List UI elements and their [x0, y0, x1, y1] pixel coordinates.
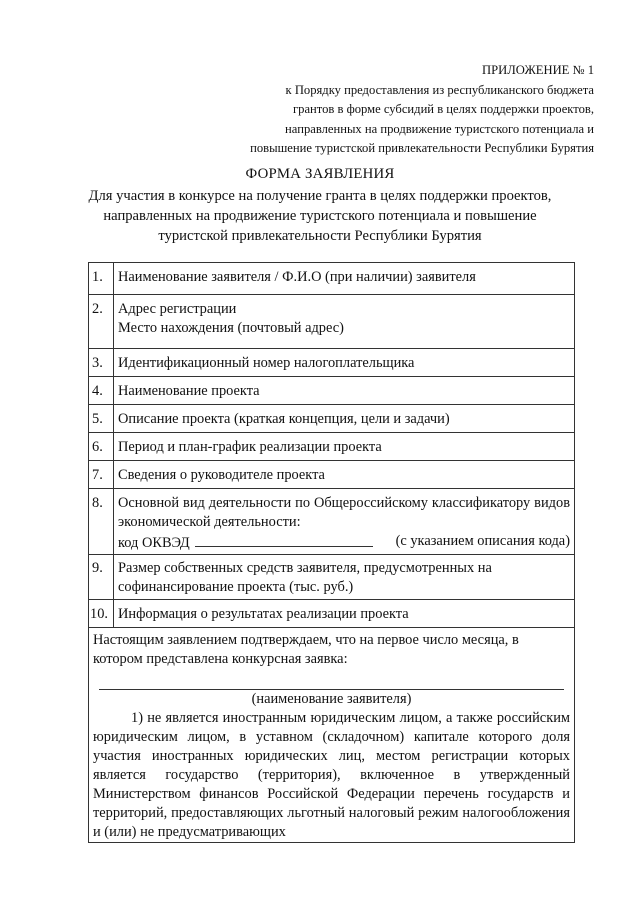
row-label: Наименование проекта	[114, 377, 575, 405]
row-number: 8.	[89, 489, 114, 555]
application-form-table	[88, 262, 575, 843]
oked-note: (с указанием описания кода)	[395, 533, 570, 549]
appendix-line: к Порядку предоставления из республиканского бюджета	[285, 82, 594, 97]
row-number: 2.	[89, 295, 114, 349]
row-label: Наименование заявителя / Ф.И.О (при наличии) заявителя	[114, 263, 575, 295]
row-number: 1.	[89, 263, 114, 295]
appendix-title: ПРИЛОЖЕНИЕ № 1	[482, 63, 594, 77]
row-number: 6.	[89, 433, 114, 461]
row-label-cell	[114, 295, 575, 349]
subtitle-line: Для участия в конкурсе на получение гранта в целях поддержки проектов,	[88, 188, 552, 204]
appendix-header	[174, 61, 594, 159]
oked-label: код ОКВЭД	[118, 535, 190, 551]
row-label: Описание проекта (краткая концепция, цели и задачи)	[114, 405, 575, 433]
row-label: Размер собственных средств заявителя, предусмотренных на софинансирование проекта (тыс. руб.)	[114, 555, 575, 600]
row-label-secondary: Место нахождения (почтовый адрес)	[118, 320, 344, 336]
appendix-line: грантов в форме субсидий в целях поддержки проектов,	[292, 102, 594, 117]
row-label: Период и план-график реализации проекта	[114, 433, 575, 461]
table-row	[89, 377, 575, 405]
applicant-caption: (наименование заявителя)	[251, 691, 412, 707]
row-number: 5.	[89, 405, 114, 433]
oked-line	[118, 532, 570, 553]
table-row	[89, 461, 575, 489]
row-label: Информация о результатах реализации проекта	[114, 600, 575, 628]
clause-1: 1) не является иностранным юридическим лицом, а также российским юридическим лицом, в уставном (складочном) капитале которого доля участия иностранных юридических лиц, местом регистрации которых является государство (территория), включенное в утвержденный Министерством финансов Российской Федерации перечень государств и территорий, предоставляющих льготный налоговый режим налогообложения и (или) не предусматривающих	[93, 710, 570, 840]
applicant-name-line	[99, 677, 564, 690]
row-number: 9.	[89, 555, 114, 600]
table-row	[89, 405, 575, 433]
subtitle-line: направленных на продвижение туристского потенциала и повышение	[103, 208, 537, 224]
row-number: 4.	[89, 377, 114, 405]
oked-blank-field	[195, 532, 373, 547]
table-row	[89, 295, 575, 349]
table-row	[89, 555, 575, 600]
table-row	[89, 489, 575, 555]
row-label: Адрес регистрации	[118, 301, 237, 317]
row-label: Сведения о руководителе проекта	[114, 461, 575, 489]
row-label-cell	[114, 489, 575, 555]
table-row	[89, 600, 575, 628]
form-title: ФОРМА ЗАЯВЛЕНИЯ	[245, 166, 395, 182]
form-subtitle	[60, 186, 580, 246]
table-row	[89, 349, 575, 377]
table-row	[89, 263, 575, 295]
table-row	[89, 433, 575, 461]
appendix-line: направленных на продвижение туристского потенциала и	[285, 121, 594, 136]
row-number: 7.	[89, 461, 114, 489]
row-label: Идентификационный номер налогоплательщика	[114, 349, 575, 377]
confirmation-text: Настоящим заявлением подтверждаем, что на первое число месяца, в котором представлена конкурсная заявка:	[93, 632, 519, 667]
confirmation-cell	[89, 628, 575, 843]
subtitle-line: туристской привлекательности Республики Бурятия	[158, 228, 482, 244]
confirmation-row	[89, 628, 575, 843]
row-label: Основной вид деятельности по Общероссийскому классификатору видов экономической деятельности:	[118, 495, 570, 530]
appendix-line: повышение туристской привлекательности Республики Бурятия	[250, 141, 594, 156]
row-number: 10.	[89, 600, 114, 628]
row-number: 3.	[89, 349, 114, 377]
